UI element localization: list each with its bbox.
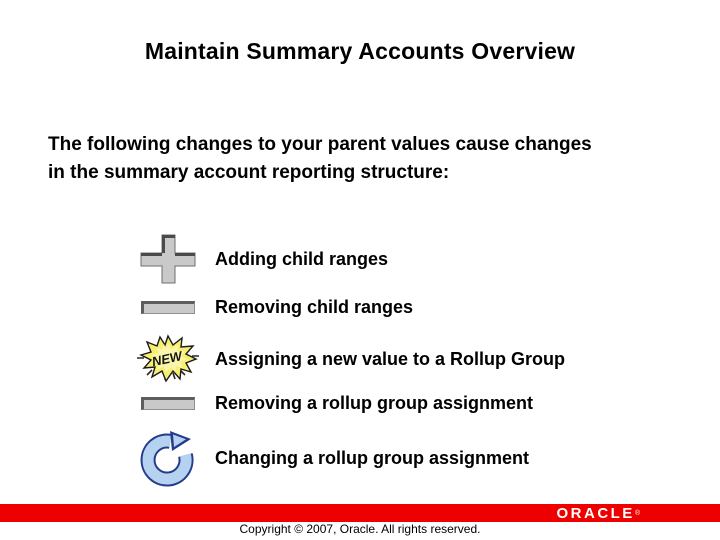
list-item-label: Removing a rollup group assignment bbox=[215, 392, 534, 413]
oracle-logo: ORACLE bbox=[556, 504, 635, 522]
footer-accent-bar bbox=[0, 504, 720, 522]
list-item-removing-child-ranges bbox=[130, 294, 413, 320]
copyright-text: Copyright © 2007, Oracle. All rights reserved. bbox=[239, 522, 481, 536]
minus-icon bbox=[130, 301, 205, 314]
page-title: Maintain Summary Accounts Overview bbox=[144, 38, 576, 64]
list-item-label: Assigning a new value to a Rollup Group bbox=[215, 348, 566, 369]
refresh-arrow-icon bbox=[130, 429, 205, 487]
intro-text: The following changes to your parent values cause changes in the summary account reporting structure: bbox=[48, 134, 592, 183]
minus-icon bbox=[130, 397, 205, 410]
list-item-changing-rollup-assignment bbox=[130, 430, 529, 486]
list-item-assigning-new-value bbox=[130, 334, 565, 384]
list-item-removing-rollup-assignment bbox=[130, 390, 533, 416]
list-item-label: Adding child ranges bbox=[215, 248, 389, 269]
list-item-label: Changing a rollup group assignment bbox=[215, 447, 530, 468]
oracle-logo-registered-mark: ® bbox=[634, 509, 640, 517]
new-badge-text: NEW bbox=[150, 348, 183, 370]
list-item-label: Removing child ranges bbox=[215, 296, 414, 317]
plus-icon bbox=[130, 233, 205, 285]
list-item-adding-child-ranges bbox=[130, 232, 388, 286]
new-starburst-icon bbox=[130, 334, 205, 384]
